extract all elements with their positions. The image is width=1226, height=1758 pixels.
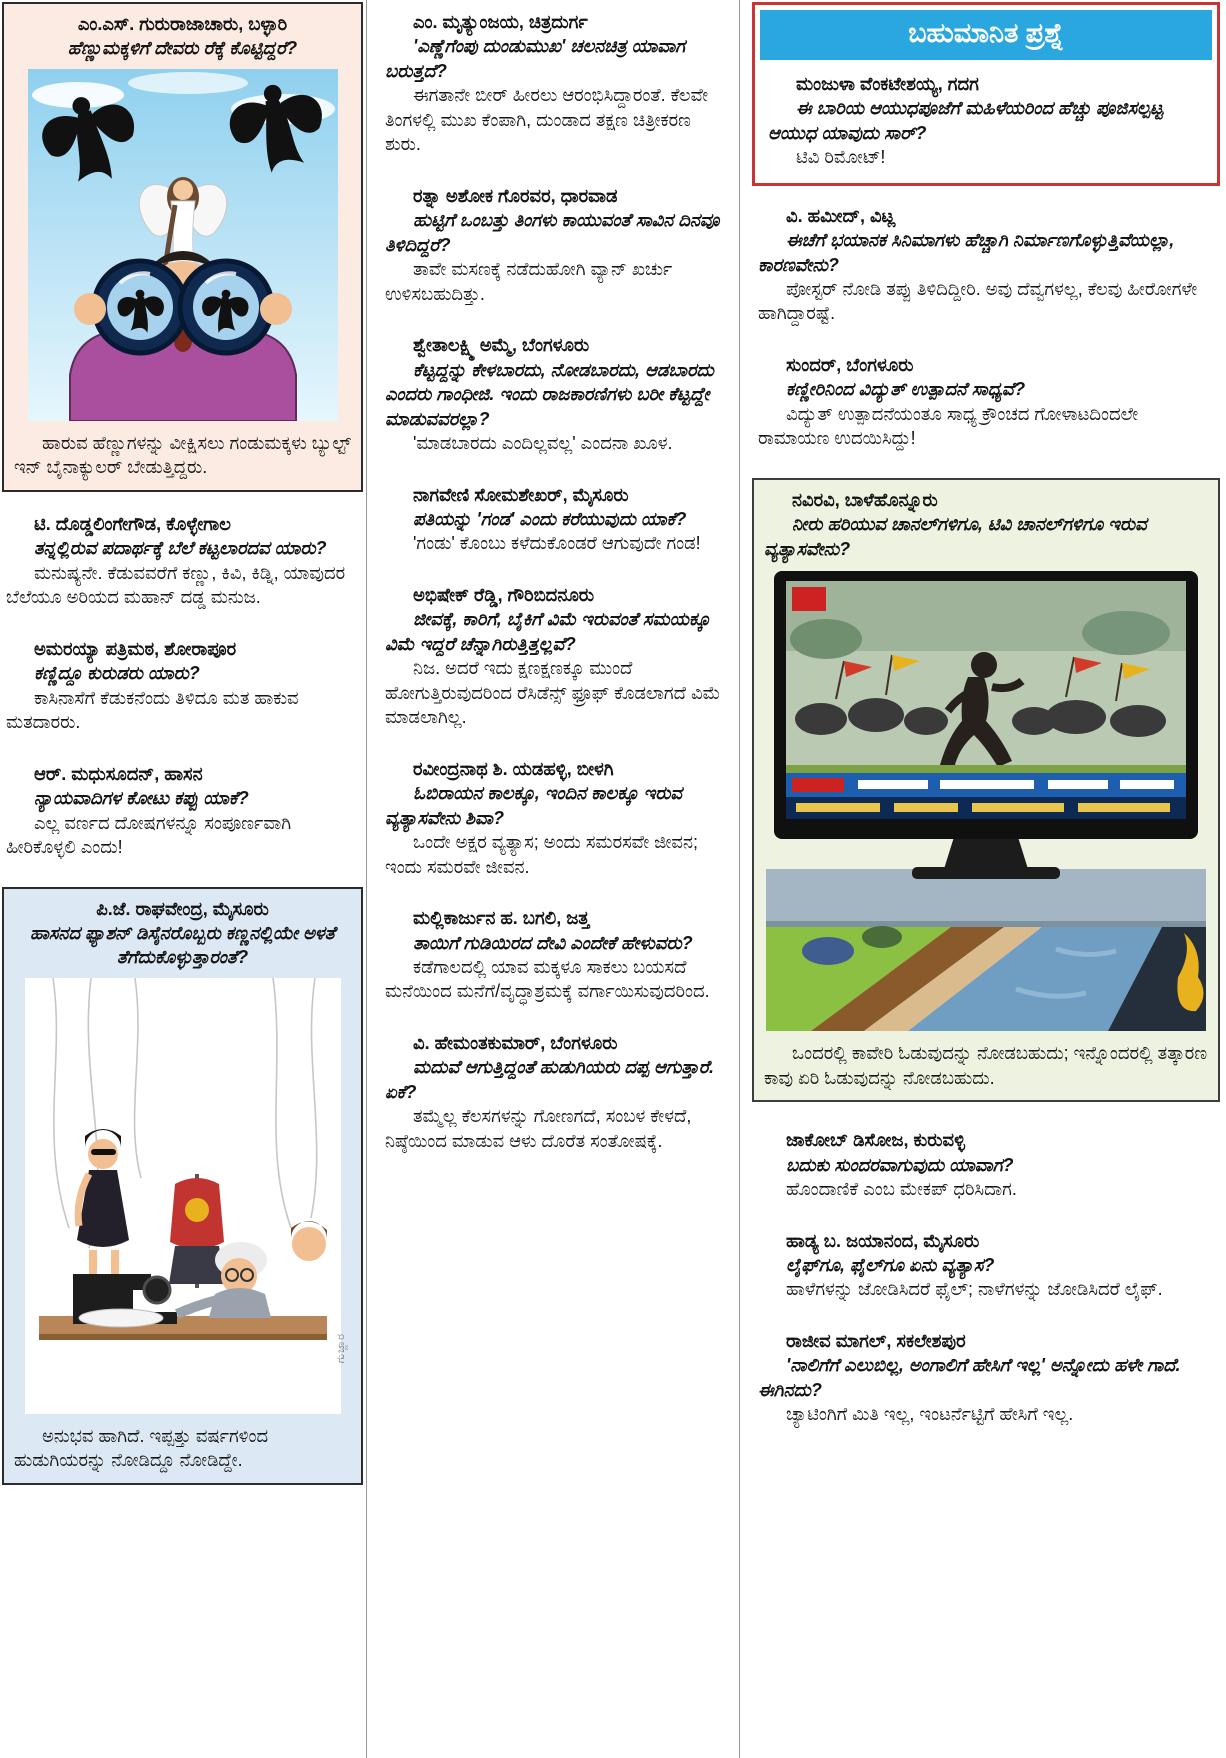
tv-canal-illustration — [766, 569, 1206, 1031]
qa-question: ಜೀವಕ್ಕೆ, ಕಾರಿಗೆ, ಬೈಕಿಗೆ ವಿಮೆ ಇರುವಂತೆ ಸಮಯಕ್ಕೂ ವಿಮೆ ಇದ್ದರೆ ಚೆನ್ನಾಗಿರುತ್ತಿತ್ತಲ್ಲವೆ? — [385, 609, 711, 654]
qa-author: ಸುಂದರ್, ಬೆಂಗಳೂರು — [786, 354, 914, 375]
qa-question: ಕಣ್ಣೀರಿನಿಂದ ವಿದ್ಯುತ್ ಉತ್ಪಾದನೆ ಸಾಧ್ಯವೆ? — [786, 379, 1026, 400]
qa-answer: ಹಾರುವ ಹೆಣ್ಣುಗಳನ್ನು ವೀಕ್ಷಿಸಲು ಗಂಡುಮಕ್ಕಳು ಬ್ಯುಲ್ಟ್ ಇನ್ ಬೈನಾಕ್ಯುಲರ್ ಬೇಡುತ್ತಿದ್ದರು. — [14, 432, 351, 478]
binoculars-illustration — [28, 69, 338, 421]
qa-author: ವಿ. ಹಮೀದ್, ವಿಟ್ಲ — [786, 205, 896, 226]
qa-question: ಈ ಬಾರಿಯ ಆಯುಧಪೂಜೆಗೆ ಮಹಿಳೆಯರಿಂದ ಹೆಚ್ಚು ಪೂಜಿಸಲ್ಪಟ್ಟ ಆಯುಧ ಯಾವುದು ಸಾರ್? — [768, 98, 1164, 143]
qa-author: ಮಂಜುಳಾ ವೆಂಕಟೇಶಯ್ಯ, ಗದಗ — [796, 73, 979, 94]
qa-question: ಲೈಫ್‌ಗೂ, ಫೈಲ್‌ಗೂ ಏನು ವ್ಯತ್ಯಾಸ? — [786, 1255, 995, 1275]
qa-answer: ಹೊಂದಾಣಿಕೆ ಎಂಬ ಮೇಕಪ್ ಧರಿಸಿದಾಗ. — [786, 1179, 1017, 1200]
qa-item — [752, 204, 1220, 326]
qa-author: ಅಮರಯ್ಯಾ ಪತ್ರಿಮಠ, ಶೋರಾಪೂರ — [34, 638, 237, 659]
qa-author: ನಾಗವೇಣಿ ಸೋಮಶೇಖರ್, ಮೈಸೂರು — [413, 484, 629, 505]
qa-author: ಹಾಡ್ಯ ಬ. ಜಯಾನಂದ, ಮೈಸೂರು — [786, 1230, 980, 1251]
qa-question: ಕಣ್ಣಿದ್ದೂ ಕುರುಡರು ಯಾರು? — [34, 663, 200, 684]
qa-author: ಟಿ. ದೊಡ್ಡಲಿಂಗೇಗೌಡ, ಕೊಳ್ಳೇಗಾಲ — [34, 513, 231, 534]
qa-item — [2, 637, 363, 735]
qa-question: ಪತಿಯನ್ನು 'ಗಂಡ' ಎಂದು ಕರೆಯುವುದು ಯಾಕೆ? — [413, 508, 687, 529]
qa-author: ನವಿರವಿ, ಬಾಳೆಹೊನ್ನೂರು — [792, 489, 938, 510]
qa-author: ಮಲ್ಲಿಕಾರ್ಜುನ ಹ. ಬಗಲಿ, ಜತ್ತ — [413, 908, 590, 929]
qa-item — [385, 10, 723, 157]
qa-item — [385, 583, 723, 730]
qa-answer: ಪೋಸ್ಟರ್ ನೋಡಿ ತಪ್ಪು ತಿಳಿದಿದ್ದೀರಿ. ಅವು ದೆವ್ವಗಳಲ್ಲ, ಕೆಲವು ಹೀರೋಗಳೇ ಹಾಗಿದ್ದಾರಷ್ಟೆ. — [758, 278, 1198, 324]
qa-item — [385, 184, 723, 306]
middle-column — [367, 0, 739, 1758]
qa-author: ಶ್ವೇತಾಲಕ್ಷ್ಮಿ ಅಮ್ಮೆ, ಬೆಂಗಳೂರು — [413, 335, 590, 356]
qa-item — [752, 353, 1220, 451]
qa-author: ಪಿ.ಜೆ. ರಾಘವೇಂದ್ರ, ಮೈಸೂರು — [96, 898, 269, 919]
featured-question-top — [2, 2, 363, 492]
qa-author: ವಿ. ಹೇಮಂತಕುಮಾರ್, ಬೆಂಗಳೂರು — [413, 1032, 618, 1053]
qa-item — [2, 512, 363, 610]
qa-answer: 'ಗಂಡು' ಕೊಂಬು ಕಳೆದುಕೊಂಡರೆ ಆಗುವುದೇ ಗಂಡ! — [413, 533, 701, 554]
artist-signature: ಗುಜ್ಜಾರ — [335, 1332, 347, 1363]
qa-answer: ಎಲ್ಲ ವರ್ಣದ ದೋಷಗಳನ್ನೂ ಸಂಪೂರ್ಣವಾಗಿ ಹೀರಿಕೊಳ್ಳಲಿ ಎಂದು! — [6, 812, 292, 858]
qa-answer: ವಿದ್ಯುತ್ ಉತ್ಪಾದನೆಯಂತೂ ಸಾಧ್ಯ ಕ್ರೌಂಚದ ಗೋಳಾಟದಿಂದಲೇ ರಾಮಾಯಣ ಉದಯಿಸಿದ್ದು! — [758, 403, 1139, 449]
qa-author: ಎಂ.ಎಸ್. ಗುರುರಾಜಾಚಾರು, ಬಳ್ಳಾರಿ — [77, 14, 288, 34]
qa-question: ಹೆಣ್ಣುಮಕ್ಕಳಿಗೆ ದೇವರು ರೆಕ್ಕೆ ಕೊಟ್ಟಿದ್ದರೆ? — [67, 38, 298, 59]
qa-question: 'ನಾಲಿಗೆಗೆ ಎಲುಬಿಲ್ಲ, ಅಂಗಾಲಿಗೆ ಹೇಸಿಗೆ ಇಲ್ಲ' ಅನ್ನೋದು ಹಳೇ ಗಾದೆ. ಈಗಿನದು? — [758, 1355, 1181, 1400]
qa-item — [2, 762, 363, 860]
qa-item — [752, 1128, 1220, 1201]
qa-question: ಬದುಕು ಸುಂದರವಾಗುವುದು ಯಾವಾಗ? — [786, 1154, 1014, 1175]
qa-question: ಈಚೆಗೆ ಭಯಾನಕ ಸಿನಿಮಾಗಳು ಹೆಚ್ಚಾಗಿ ನಿರ್ಮಾಣಗೊಳ್ಳುತ್ತಿವೆಯಲ್ಲಾ, ಕಾರಣವೇನು? — [758, 230, 1175, 275]
qa-answer: ಟಿವಿ ರಿಮೋಟ್! — [796, 147, 886, 168]
qa-answer: ತಮ್ಮೆಲ್ಲ ಕೆಲಸಗಳನ್ನು ಗೋಣಗದೆ, ಸಂಬಳ ಕೇಳದೆ, ನಿಷ್ಠೆಯಿಂದ ಮಾಡುವ ಆಳು ದೊರೆತ ಸಂತೋಷಕ್ಕೆ. — [385, 1106, 692, 1151]
qa-answer: ಮನುಷ್ಯನೇ. ಕೆಡುವವರೆಗೆ ಕಣ್ಣು, ಕಿವಿ, ಕಿಡ್ನಿ, ಯಾವುದರ ಬೆಲೆಯೂ ಅರಿಯದ ಮಹಾನ್ ದಡ್ಡ ಮನುಜ. — [6, 562, 346, 608]
qa-item — [385, 483, 723, 556]
qa-answer: ತಾವೇ ಮಸಣಕ್ಕೆ ನಡೆದುಹೋಗಿ ವ್ಯಾನ್ ಖರ್ಚು ಉಳಿಸಬಹುದಿತ್ತು. — [385, 259, 673, 304]
qa-author: ಆರ್. ಮಧುಸೂದನ್, ಹಾಸನ — [34, 763, 203, 784]
qa-author: ರವೀಂದ್ರನಾಥ ಶಿ. ಯಡಹಳ್ಳಿ, ಬೀಳಗಿ — [413, 758, 614, 779]
prize-question-box — [752, 2, 1220, 186]
qa-question: ತಾಯಿಗೆ ಗುಡಿಯಿರದ ದೇವಿ ಎಂದೇಕೆ ಹೇಳುವರು? — [413, 932, 693, 953]
left-column — [0, 0, 366, 1758]
tailor-illustration — [25, 978, 341, 1414]
qa-author: ರಾಜೀವ ಮಾಗಲ್, ಸಕಲೇಶಪುರ — [786, 1330, 966, 1351]
qa-answer: ಒಂದರಲ್ಲಿ ಕಾವೇರಿ ಓಡುವುದನ್ನು ನೋಡಬಹುದು; ಇನ್ನೊಂದರಲ್ಲಿ ತತ್ಕಾರಣ ಕಾವು ಏರಿ ಓಡುವುದನ್ನು ನೋಡಬಹುದು. — [764, 1043, 1208, 1088]
qa-question: ನ್ಯಾಯವಾದಿಗಳ ಕೋಟು ಕಪ್ಪು ಯಾಕೆ? — [34, 788, 249, 809]
qa-question: ಓಬಿರಾಯನ ಕಾಲಕ್ಕೂ, ಇಂದಿನ ಕಾಲಕ್ಕೂ ಇರುವ ವ್ಯತ್ಯಾಸವೇನು ಶಿವಾ? — [385, 783, 682, 828]
tv-question-box — [752, 478, 1220, 1102]
right-column — [740, 0, 1226, 1758]
qa-author: ರತ್ನಾ ಅಶೋಕ ಗೊರವರ, ಧಾರವಾಡ — [413, 185, 618, 206]
qa-question: ತನ್ನಲ್ಲಿರುವ ಪದಾರ್ಥಕ್ಕೆ ಬೆಲೆ ಕಟ್ಟಲಾರದವ ಯಾರು? — [34, 538, 327, 559]
qa-answer: ಒಂದೇ ಅಕ್ಷರ ವ್ಯತ್ಯಾಸ; ಅಂದು ಸಮರಸವೇ ಜೀವನ; ಇಂದು ಸಮರವೇ ಜೀವನ. — [385, 832, 698, 877]
featured-question-bottom — [2, 887, 363, 1485]
qa-answer: ಈಗತಾನೇ ಬೀರ್ ಹೀರಲು ಆರಂಭಿಸಿದ್ದಾರಂತೆ. ಕೆಲವೇ ತಿಂಗಳಲ್ಲಿ ಮುಖ ಕೆಂಪಾಗಿ, ದುಂಡಾದ ತಕ್ಷಣ ಚಿತ್ರೀಕರಣ ಶುರು. — [385, 85, 709, 155]
qa-question: ಕೆಟ್ಟದ್ದನ್ನು ಕೇಳಬಾರದು, ನೋಡಬಾರದು, ಆಡಬಾರದು ಎಂದರು ಗಾಂಧೀಜಿ. ಇಂದು ರಾಜಕಾರಣಿಗಳು ಬರೀ ಕೆಟ್ಟದ್ದೇ ಮಾಡುವವರಲ್ಲಾ? — [385, 359, 714, 429]
prize-box-title: ಬಹುಮಾನಿತ ಪ್ರಶ್ನೆ — [760, 10, 1212, 60]
qa-author: ಅಭಿಷೇಕ್ ರೆಡ್ಡಿ, ಗೌರಿಬಿದನೂರು — [413, 584, 595, 605]
qa-answer: ಕಾಸಿನಾಸೆಗೆ ಕೆಡುಕನೆಂದು ತಿಳಿದೂ ಮತ ಹಾಕುವ ಮತದಾರರು. — [6, 687, 299, 733]
qa-item — [385, 906, 723, 1004]
qa-question: 'ಎಣ್ಣೆಗೆಂಪು ದುಂಡುಮುಖ' ಚಲನಚಿತ್ರ ಯಾವಾಗ ಬರುತ್ತದೆ? — [385, 36, 685, 81]
qa-question: ನೀರು ಹರಿಯುವ ಚಾನಲ್‌ಗಳಿಗೂ, ಟಿವಿ ಚಾನಲ್‌ಗಳಿಗೂ ಇರುವ ವ್ಯತ್ಯಾಸವೇನು? — [764, 514, 1147, 559]
qa-author: ಎಂ. ಮೃತ್ಯುಂಜಯ, ಚಿತ್ರದುರ್ಗ — [413, 12, 588, 32]
qa-item — [385, 333, 723, 455]
qa-question: ಹಾಸನದ ಫ್ಯಾಶನ್ ಡಿಸೈನರೊಬ್ಬರು ಕಣ್ಣನಲ್ಲಿಯೇ ಅಳತೆ ತೆಗೆದುಕೊಳ್ಳುತ್ತಾರಂತೆ? — [30, 922, 335, 968]
qa-answer: 'ಮಾಡಬಾರದು ಎಂದಿಲ್ಲವಲ್ಲ' ಎಂದನಾ ಖೂಳ. — [413, 433, 673, 454]
qa-author: ಜಾಕೋಬ್ ಡಿಸೋಜ, ಕುರುವಳ್ಳಿ — [786, 1130, 966, 1151]
qa-answer: ಹಾಳೆಗಳನ್ನು ಜೋಡಿಸಿದರೆ ಫೈಲ್; ನಾಳೆಗಳನ್ನು ಜೋಡಿಸಿದರೆ ಲೈಫ್. — [786, 1279, 1163, 1300]
qa-item — [385, 757, 723, 879]
qa-question: ಮದುವೆ ಆಗುತ್ತಿದ್ದಂತೆ ಹುಡುಗಿಯರು ದಪ್ಪ ಆಗುತ್ತಾರೆ. ಏಕೆ? — [385, 1057, 714, 1102]
qa-item — [385, 1031, 723, 1153]
qa-answer: ಚ್ಯಾಟಿಂಗಿಗೆ ಮಿತಿ ಇಲ್ಲ, ಇಂಟರ್ನೆಟ್ಟಿಗೆ ಹೇಸಿಗೆ ಇಲ್ಲ. — [786, 1404, 1074, 1425]
qa-item — [752, 1229, 1220, 1302]
qa-answer: ಕಡೆಗಾಲದಲ್ಲಿ ಯಾವ ಮಕ್ಕಳೂ ಸಾಕಲು ಬಯಸದೆ ಮನೆಯಿಂದ ಮನೆಗೆ/ವೃದ್ಧಾಶ್ರಮಕ್ಕೆ ವರ್ಗಾಯಿಸುವುದರಿಂದ. — [385, 957, 710, 1002]
qa-item — [752, 1329, 1220, 1427]
qa-answer: ಅನುಭವ ಹಾಗಿದೆ. ಇಪ್ಪತ್ತು ವರ್ಷಗಳಿಂದ ಹುಡುಗಿಯರನ್ನು ನೋಡಿದ್ದೂ ನೋಡಿದ್ದೇ. — [14, 1425, 269, 1471]
qa-question: ಹುಟ್ಟಿಗೆ ಒಂಬತ್ತು ತಿಂಗಳು ಕಾಯುವಂತೆ ಸಾವಿನ ದಿನವೂ ತಿಳಿದಿದ್ದರೆ? — [385, 210, 720, 255]
qa-answer: ನಿಜ. ಅದರೆ ಇದು ಕ್ಷಣಕ್ಷಣಕ್ಕೂ ಮುಂದೆ ಹೋಗುತ್ತಿರುವುದರಿಂದ ರೆಸಿಡೆನ್ಸ್ ಫ್ರೂಫ್ ಕೊಡಲಾಗದೆ ವಿಮೆ ಮಾಡಲಾಗಿಲ್ಲ. — [385, 658, 721, 728]
